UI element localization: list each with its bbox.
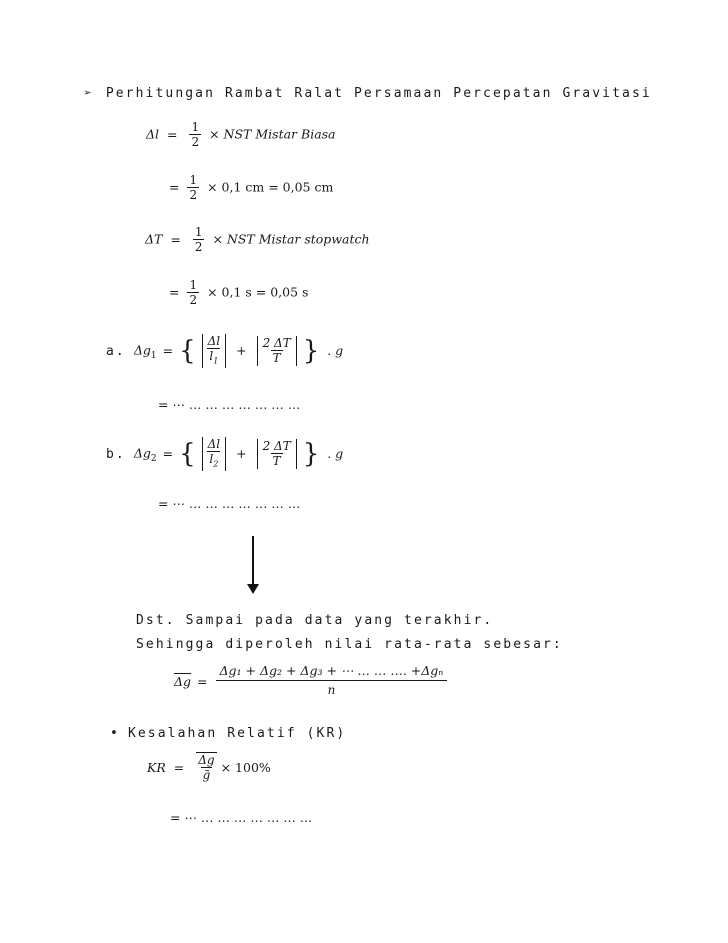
kr-title: Kesalahan Relatif (KR) <box>127 726 347 741</box>
item-a-result: = ⋯ … … … … … … … <box>158 397 301 412</box>
delta-l-equation <box>146 120 336 150</box>
item-b-equation: b. $\Delta g_2$ = { $\frac{\Delta l}{l_2}$ + $\frac{2 \Delta T}{T}$ } . g <box>106 437 343 471</box>
kr-result: = ⋯ … … … … … … … <box>170 810 313 825</box>
left-brace: { <box>179 336 196 367</box>
item-b-label: b. <box>106 446 126 462</box>
delta-t-result: = $\frac{1}{2}$ × 0,1 s = 0,05 s <box>169 278 309 307</box>
nst-mistar-stopwatch: × NST Mistar stopwatch <box>212 231 370 247</box>
nst-mistar-biasa: × NST Mistar Biasa <box>209 126 336 142</box>
item-b-result: = ⋯ … … … … … … … <box>158 496 301 511</box>
half-fraction: $\frac{1}{2}$ <box>191 120 200 149</box>
delta-l-symbol: Δl <box>146 126 160 142</box>
right-brace: } <box>302 336 320 367</box>
summary-line-1: Dst. Sampai pada data yang terakhir. <box>136 613 494 628</box>
average-formula: Δg = $\frac{\text{Δg₁ + Δg₂ + Δg₃ + ⋯ … … …. +Δgₙ}}{n}$ <box>174 664 449 698</box>
delta-g-bar: Δg <box>174 674 192 689</box>
delta-l-result: = $\frac{1}{2}$ × 0,1 cm = 0,05 cm <box>169 173 334 202</box>
arrow-bullet-icon: ➢ <box>84 86 92 101</box>
kr-formula: KR = $\frac{\Delta g}{\text{ḡ}}$ × 100% <box>147 753 271 782</box>
down-arrow-icon <box>246 536 260 596</box>
equals-sign: = <box>167 126 178 142</box>
summary-line-2: Sehingga diperoleh nilai rata-rata sebesar: <box>136 637 563 652</box>
item-a-equation: a. $\Delta g_1$ = { $\frac{\Delta l}{l_1}$ + $\frac{2 \Delta T}{T}$ } . g <box>106 334 343 368</box>
kr-heading <box>110 726 346 741</box>
delta-t-equation: ΔT = $\frac{1}{2}$ × NST Mistar stopwatch <box>145 225 370 254</box>
bullet-icon: • <box>110 726 120 741</box>
section-heading <box>84 86 652 101</box>
section-title: Perhitungan Rambat Ralat Persamaan Percepatan Gravitasi <box>105 86 652 101</box>
delta-t-symbol: ΔT <box>145 231 163 247</box>
item-a-label: a. <box>106 343 126 359</box>
